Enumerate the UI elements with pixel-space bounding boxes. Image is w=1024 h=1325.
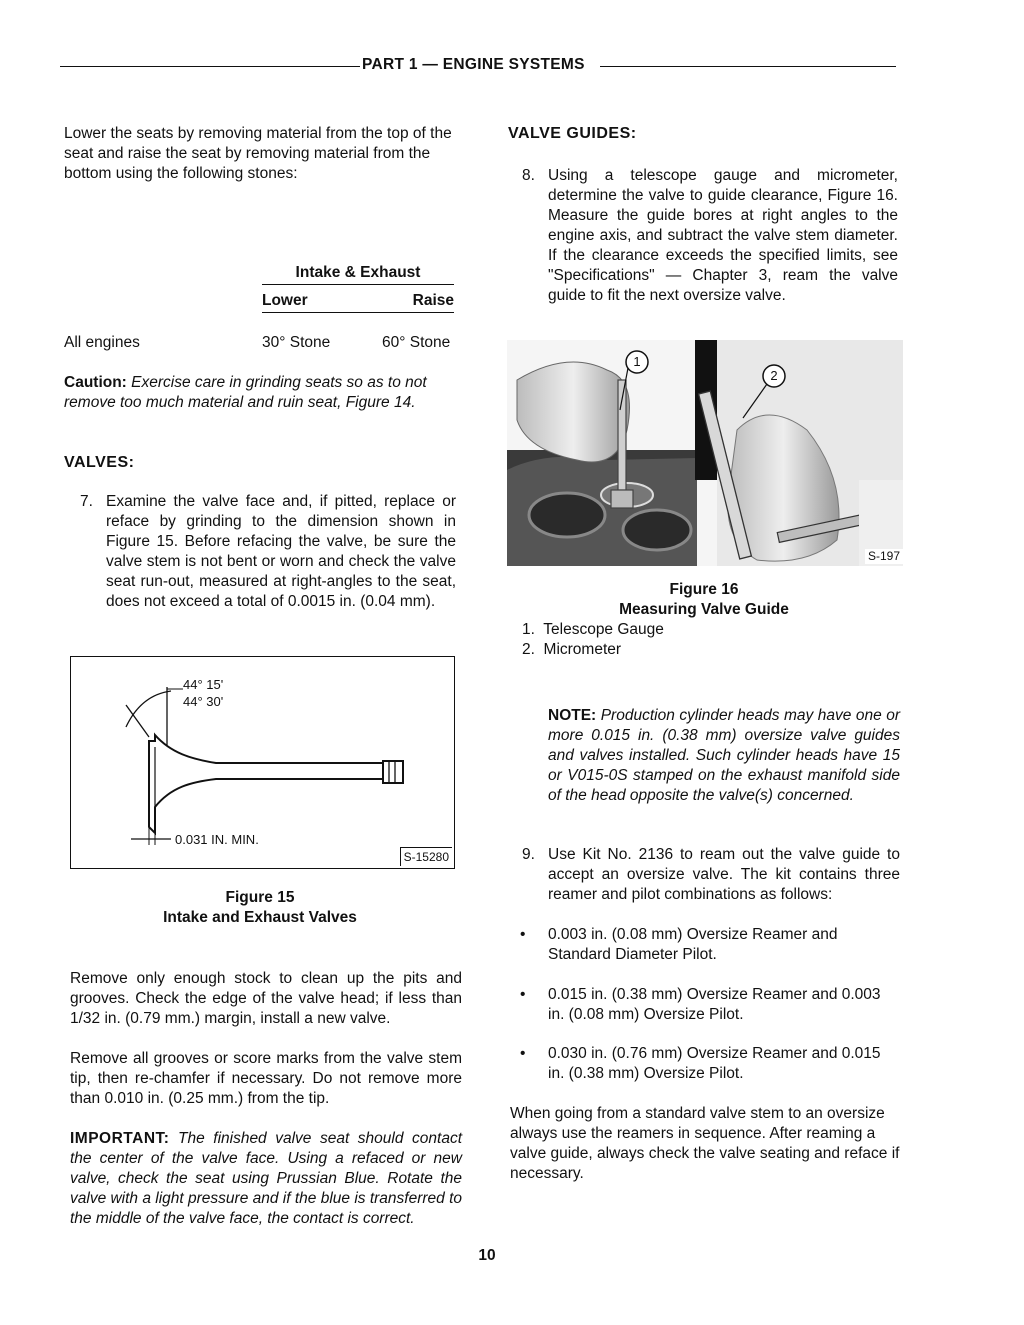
page-header: PART 1 — ENGINE SYSTEMS <box>362 56 585 73</box>
caution-label: Caution: <box>64 374 127 391</box>
callout-1: 1 <box>633 354 641 369</box>
figure-16-legend-2: 2. Micrometer <box>522 641 622 658</box>
list-item-9 <box>522 845 900 907</box>
figure-15-box <box>70 656 455 869</box>
stone-table-group-header: Intake & Exhaust <box>262 263 454 285</box>
stone-table-row-label: All engines <box>64 334 140 351</box>
figure-15-caption-num: Figure 15 <box>225 889 295 906</box>
figure-16-caption-num: Figure 16 <box>669 581 739 598</box>
production-note <box>548 706 900 806</box>
list-item-7 <box>80 492 456 634</box>
stone-table-row-lower: 30° Stone <box>262 334 331 351</box>
intro-paragraph: Lower the seats by removing material from the top of the seat and raise the seat by removing material from the bottom using the following stones: <box>64 125 452 182</box>
bullet-dot: • <box>520 926 526 943</box>
important-text: The finished valve seat should contact the center of the valve face. Using a refaced or new valve, check the seat using Prussian Blue. Rotate the valve with a light pressure and if the blue is transferred to the middle of the valve face, the contact is correct. <box>70 1130 463 1227</box>
paragraph-grooves: Remove all grooves or score marks from the valve stem tip, then re-chamfer if necessary. Do not remove more than 0.010 in. (0.25 mm.) from the tip. <box>70 1050 462 1107</box>
callout-2: 2 <box>770 368 778 383</box>
important-note <box>70 1129 462 1229</box>
valve-guides-heading: VALVE GUIDES: <box>508 125 637 142</box>
page-number: 10 <box>478 1247 496 1264</box>
list-item-number: 9. <box>522 846 535 863</box>
list-item-number: 8. <box>522 167 535 184</box>
header-rule-left <box>60 66 360 67</box>
caution-text: Exercise care in grinding seats so as to not remove too much material and ruin seat, Figure 14. <box>64 374 427 411</box>
figure-15-code: S-15280 <box>400 847 452 866</box>
list-item-text: Use Kit No. 2136 to ream out the valve guide to accept an oversize valve. The kit contains three reamer and pilot combinations as follows: <box>548 846 900 903</box>
bullet-text: 0.003 in. (0.08 mm) Oversize Reamer and Standard Diameter Pilot. <box>548 926 838 963</box>
figure-16-caption-title: Measuring Valve Guide <box>619 601 789 618</box>
list-item-number: 7. <box>80 493 93 510</box>
figure-15-angle-2: 44° 30' <box>183 694 224 709</box>
paragraph-reamer-sequence: When going from a standard valve stem to an oversize always use the reamers in sequence. After reaming a valve guide, always check the valve seating and reface if necessary. <box>510 1105 900 1182</box>
bullet-item <box>510 1044 900 1084</box>
bullet-item <box>510 985 900 1025</box>
valves-heading: VALVES: <box>64 454 135 471</box>
header-rule-right <box>600 66 896 67</box>
important-label: IMPORTANT: <box>70 1130 170 1147</box>
list-item-8 <box>522 166 898 308</box>
valve-guide-measurement-photo <box>507 340 903 566</box>
bullet-text: 0.030 in. (0.76 mm) Oversize Reamer and 0.015 in. (0.38 mm) Oversize Pilot. <box>548 1045 881 1082</box>
bullet-dot: • <box>520 986 526 1003</box>
note-label: NOTE: <box>548 707 597 724</box>
bullet-text: 0.015 in. (0.38 mm) Oversize Reamer and 0.003 in. (0.08 mm) Oversize Pilot. <box>548 986 881 1023</box>
figure-15-caption-title: Intake and Exhaust Valves <box>163 909 357 926</box>
paragraph-stock: Remove only enough stock to clean up the pits and grooves. Check the edge of the valve head; if less than 1/32 in. (0.79 mm.) margin, install a new valve. <box>70 970 462 1027</box>
figure-15-angle-1: 44° 15' <box>183 677 224 692</box>
stone-table-col-raise: Raise <box>320 291 454 313</box>
stone-table-col-lower: Lower <box>262 291 320 313</box>
figure-16-code: S-197 <box>865 549 903 564</box>
figure-16-photo <box>507 340 903 566</box>
bullet-item <box>510 925 900 965</box>
stone-table-row-raise: 60° Stone <box>382 334 451 351</box>
list-item-text: Using a telescope gauge and micrometer, determine the valve to guide clearance, Figure 16. Measure the guide bores at right angles to the engine axis, and subtract the valve stem diameter. If the clearance exceeds the specified limits, see "Specifications" — Chapter 3, ream the valve guide to fit the next oversize valve. <box>548 167 898 304</box>
caution-note <box>64 373 456 413</box>
figure-16-legend-1: 1. Telescope Gauge <box>522 621 664 638</box>
note-text: Production cylinder heads may have one or more 0.015 in. (0.38 mm) oversize valve guides and valves installed. Such cylinder heads have 15 or V015-0S stamped on the exhaust manifold side of the head opposite the valve(s) concerned. <box>548 707 900 804</box>
figure-15-margin-label: 0.031 IN. MIN. <box>175 832 259 847</box>
valve-diagram <box>71 657 453 867</box>
list-item-text: Examine the valve face and, if pitted, replace or reface by grinding to the dimension shown in Figure 15. Before refacing the valve, be sure the valve stem is not bent or worn and check the valve seat run-out, measured at right-angles to the seat, does not exceed a total of 0.0015 in. (0.04 mm). <box>106 493 456 610</box>
bullet-dot: • <box>520 1045 526 1062</box>
